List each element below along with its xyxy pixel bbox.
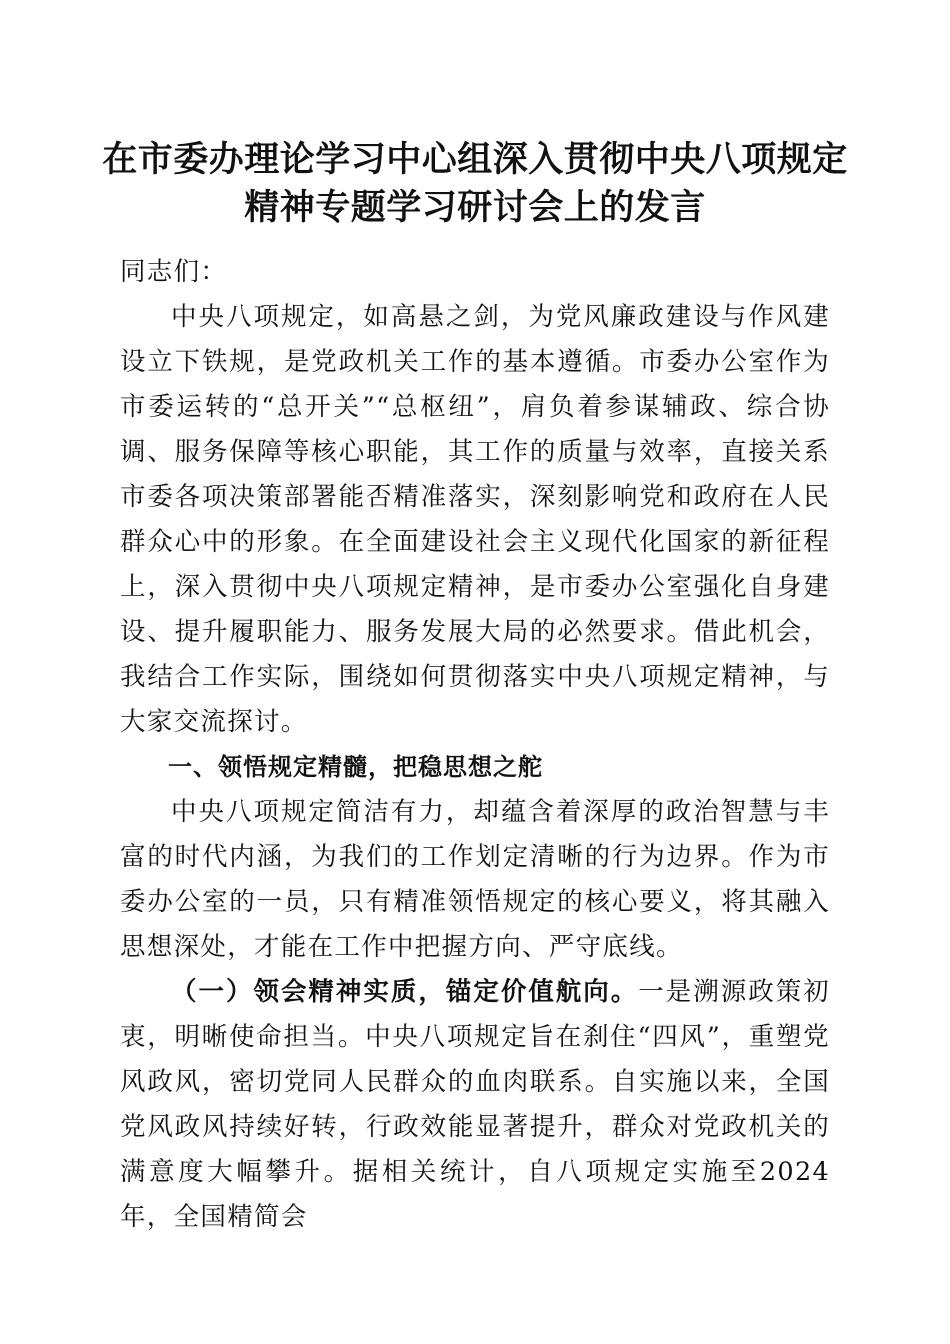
opening-paragraph: 中央八项规定，如高悬之剑，为党风廉政建设与作风建设立下铁规，是党政机关工作的基本遵循。市委办公室作为市委运转的“总开关”“总枢纽”，肩负着参谋辅政、综合协调、服务保障等核心职能，其工作的质量与效率，直接关系市委各项决策部署能否精准落实，深刻影响党和政府在人民群众心中的形象。在全面建设社会主义现代化国家的新征程上，深入贯彻中央八项规定精神，是市委办公室强化自身建设、提升履职能力、服务发展大局的必然要求。借此机会，我结合工作实际，围绕如何贯彻落实中央八项规定精神，与大家交流探讨。 xyxy=(120,302,830,737)
subsection-heading: （一）领会精神实质，锚定价值航向。 xyxy=(171,977,639,1007)
subsection-text: 一是溯源政策初衷，明晰使命担当。中央八项规定旨在刹住“四风”，重塑党风政风，密切党同人民群众的血肉联系。自实施以来，全国党风政风持续好转，行政效能显著提升，群众对党政机关的满意度大幅攀升。据相关统计，自八项规定实施至2024年，全国精简会 xyxy=(120,977,830,1232)
salutation: 同志们： xyxy=(120,257,228,287)
section-heading: 一、领悟规定精髓，把稳思想之舵 xyxy=(168,753,543,781)
subsection-paragraph xyxy=(120,970,830,1240)
document-title: 在市委办理论学习中心组深入贯彻中央八项规定精神专题学习研讨会上的发言 xyxy=(102,139,848,228)
document-body xyxy=(120,250,830,1240)
section-intro-paragraph: 中央八项规定简洁有力，却蕴含着深厚的政治智慧与丰富的时代内涵，为我们的工作划定清晰的行为边界。作为市委办公室的一员，只有精准领悟规定的核心要义，将其融入思想深处，才能在工作中把握方向、严守底线。 xyxy=(120,797,830,962)
